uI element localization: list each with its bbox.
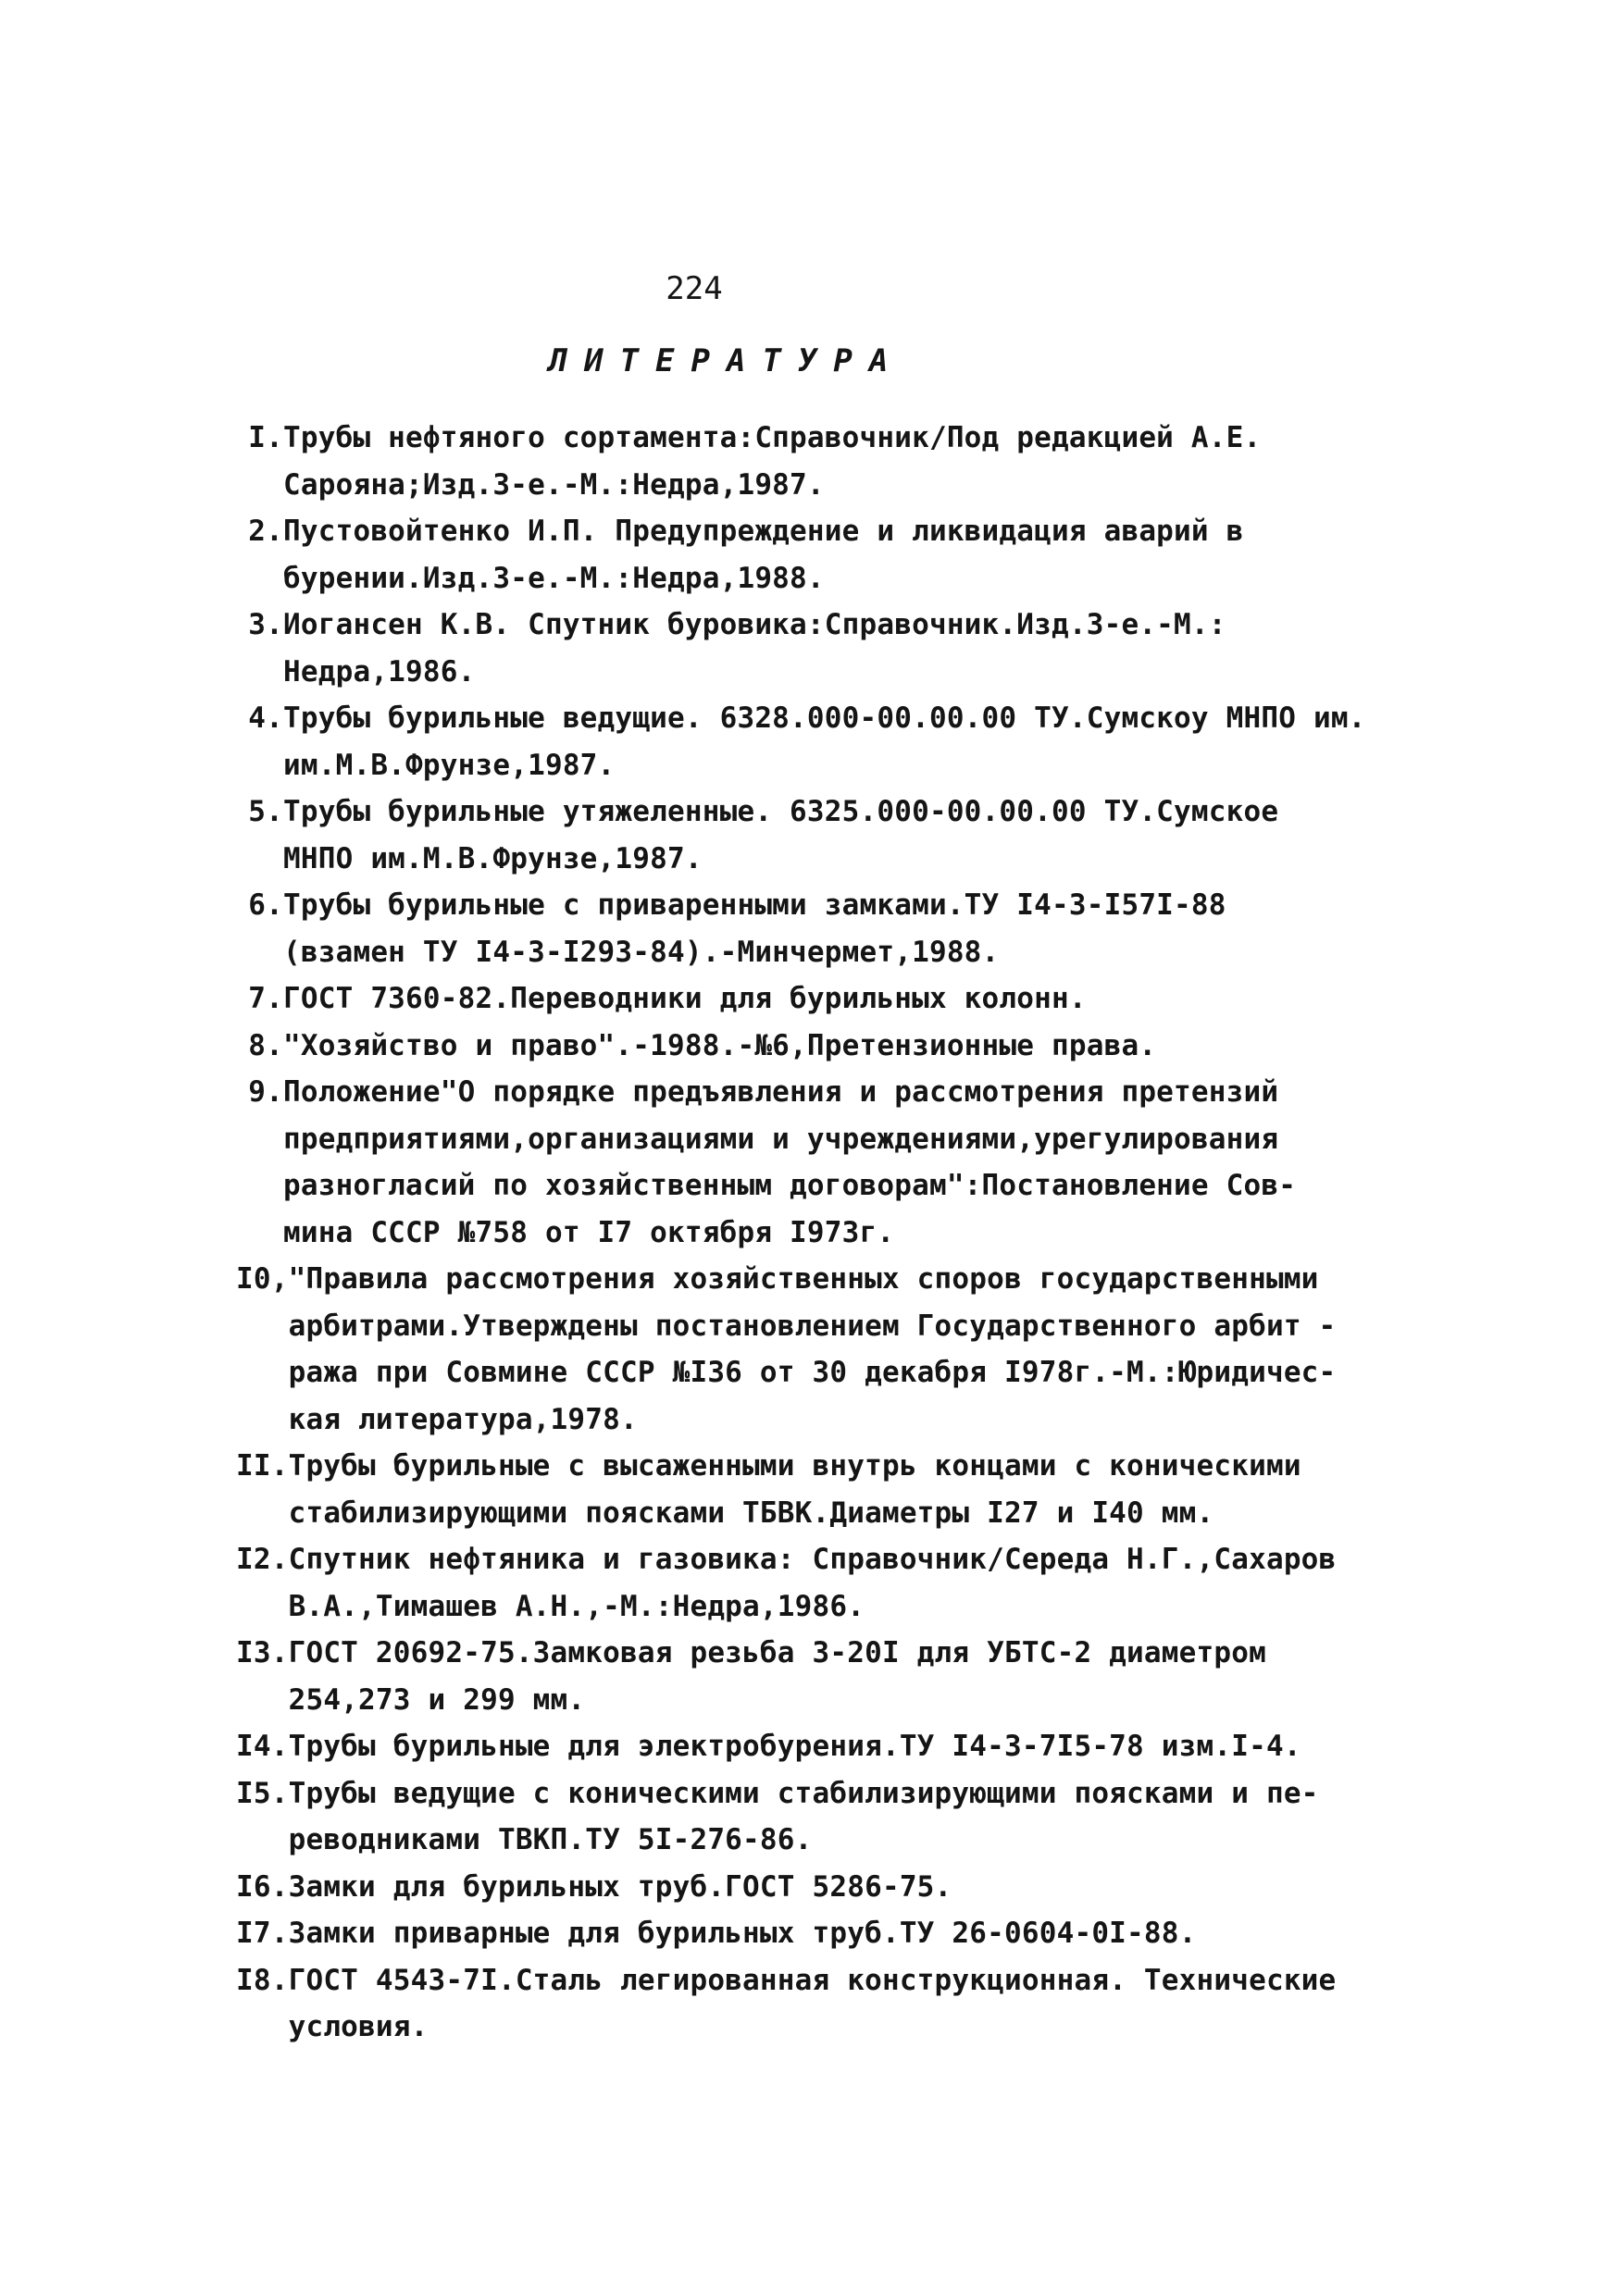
reference-line: Пустовойтенко И.П. Предупреждение и ликвидация аварий в	[283, 515, 1244, 548]
reference-line: мина СССР №758 от I7 октября I973г.	[283, 1215, 895, 1249]
reference-number: I0,	[236, 1262, 289, 1296]
reference-item	[236, 1536, 1430, 1630]
reference-line: Замки приварные для бурильных труб.ТУ 26-0604-0I-88.	[288, 1917, 1197, 1950]
reference-item	[236, 1023, 1430, 1070]
reference-number: 9.	[248, 1075, 283, 1109]
reference-number: I.	[248, 421, 283, 454]
reference-item	[236, 1443, 1430, 1536]
reference-line: Сарояна;Изд.3-е.-М.:Недра,1987.	[283, 467, 825, 502]
page-heading: ЛИТЕРАТУРА	[548, 342, 905, 379]
reference-number: II.	[236, 1449, 289, 1483]
reference-text	[283, 695, 1430, 788]
reference-text	[283, 882, 1430, 975]
reference-line: Замки для бурильных труб.ГОСТ 5286-75.	[288, 1869, 952, 1904]
reference-line: стабилизирующими поясками ТБВК.Диаметры I27 и I40 мм.	[288, 1496, 1214, 1530]
reference-number: 4.	[248, 701, 283, 735]
reference-text	[283, 1023, 1430, 1070]
reference-line: "Хозяйство и право".-1988.-№6,Претензионные права.	[283, 1028, 1157, 1062]
reference-item	[236, 1723, 1430, 1770]
reference-line: Трубы бурильные с приваренными замками.ТУ I4-3-I57I-88	[283, 888, 1226, 922]
reference-line: (взамен ТУ I4-3-I293-84).-Минчермет,1988.	[283, 935, 1000, 969]
reference-text	[289, 1630, 1430, 1723]
reference-text	[283, 788, 1430, 882]
reference-line: Трубы бурильные утяжеленные. 6325.000-00.00.00 ТУ.Сумское	[283, 795, 1279, 828]
reference-number: 2.	[248, 515, 283, 548]
reference-line: Положение"О порядке предъявления и рассмотрения претензий	[283, 1075, 1279, 1109]
reference-text	[289, 1864, 1430, 1911]
reference-line: условия.	[288, 2010, 429, 2043]
reference-item	[236, 1256, 1430, 1443]
page-number: 224	[666, 270, 723, 307]
reference-number: 5.	[248, 795, 283, 828]
reference-line: Трубы нефтяного сортамента:Справочник/Под редакцией А.Е.	[283, 421, 1262, 454]
reference-item	[236, 508, 1430, 602]
reference-line: Недра,1986.	[283, 654, 476, 689]
reference-line: Трубы бурильные ведущие. 6328.000-00.00.00 ТУ.Сумскоу МНПО им.	[283, 701, 1366, 735]
reference-line: Трубы ведущие с коническими стабилизирующими поясками и пе-	[288, 1776, 1319, 1810]
reference-number: I6.	[236, 1869, 289, 1904]
reference-number: 3.	[248, 608, 283, 641]
reference-line: бурении.Изд.3-е.-М.:Недра,1988.	[283, 561, 825, 595]
reference-line: реводниками ТВКП.ТУ 5I-276-86.	[288, 1823, 813, 1856]
reference-list	[236, 415, 1430, 2051]
reference-text	[283, 508, 1430, 602]
reference-item	[236, 882, 1430, 975]
reference-line: "Правила рассмотрения хозяйственных споров государственными	[288, 1262, 1319, 1296]
reference-line: ГОСТ 20692-75.Замковая резьба 3-20I для УБТС-2 диаметром	[288, 1636, 1266, 1669]
reference-line: арбитрами.Утверждены постановлением Государственного арбит -	[288, 1309, 1337, 1343]
reference-text	[289, 1443, 1430, 1536]
reference-number: I5.	[236, 1776, 289, 1810]
reference-item	[236, 1630, 1430, 1723]
reference-line: им.М.В.Фрунзе,1987.	[283, 748, 616, 782]
reference-line: предприятиями,организациями и учреждениями,урегулирования	[283, 1122, 1279, 1156]
reference-line: кая литература,1978.	[288, 1402, 638, 1436]
reference-text	[289, 1957, 1430, 2051]
reference-line: разногласий по хозяйственным договорам":Постановление Сов-	[283, 1169, 1297, 1202]
reference-number: I3.	[236, 1636, 289, 1669]
reference-text	[283, 1069, 1430, 1256]
reference-item	[236, 788, 1430, 882]
reference-item	[236, 1864, 1430, 1911]
reference-text	[289, 1770, 1430, 1864]
reference-item	[236, 975, 1430, 1023]
reference-line: Трубы бурильные для электробурения.ТУ I4-3-7I5-78 изм.I-4.	[288, 1730, 1301, 1763]
reference-number: 7.	[248, 982, 283, 1015]
reference-line: ГОСТ 4543-7I.Сталь легированная конструкционная. Технические	[288, 1963, 1337, 1997]
reference-item	[236, 602, 1430, 695]
reference-number: I7.	[236, 1917, 289, 1950]
reference-item	[236, 1069, 1430, 1256]
reference-text	[289, 1256, 1430, 1443]
reference-line: ГОСТ 7360-82.Переводники для бурильных колонн.	[283, 982, 1087, 1015]
reference-text	[289, 1536, 1430, 1630]
reference-text	[283, 415, 1430, 508]
reference-text	[289, 1723, 1430, 1770]
reference-number: I8.	[236, 1963, 289, 1997]
reference-text	[289, 1910, 1430, 1957]
reference-line: МНПО им.М.В.Фрунзе,1987.	[283, 841, 703, 875]
reference-line: Спутник нефтяника и газовика: Справочник/Середа Н.Г.,Сахаров	[288, 1543, 1337, 1576]
reference-item	[236, 695, 1430, 788]
reference-number: I4.	[236, 1730, 289, 1763]
reference-number: I2.	[236, 1543, 289, 1576]
reference-item	[236, 1957, 1430, 2051]
reference-item	[236, 1770, 1430, 1864]
reference-number: 8.	[248, 1028, 283, 1062]
reference-line: Иогансен К.В. Спутник буровика:Справочник.Изд.3-е.-М.:	[283, 608, 1226, 641]
reference-line: Трубы бурильные с высаженными внутрь концами с коническими	[288, 1449, 1301, 1483]
reference-item	[236, 415, 1430, 508]
reference-line: 254,273 и 299 мм.	[288, 1682, 586, 1717]
reference-text	[283, 975, 1430, 1023]
reference-item	[236, 1910, 1430, 1957]
reference-number: 6.	[248, 888, 283, 922]
reference-line: ража при Совмине СССР №I36 от 30 декабря I978г.-М.:Юридичес-	[288, 1356, 1337, 1389]
reference-line: В.А.,Тимашев А.Н.,-М.:Недра,1986.	[288, 1589, 865, 1623]
reference-text	[283, 602, 1430, 695]
